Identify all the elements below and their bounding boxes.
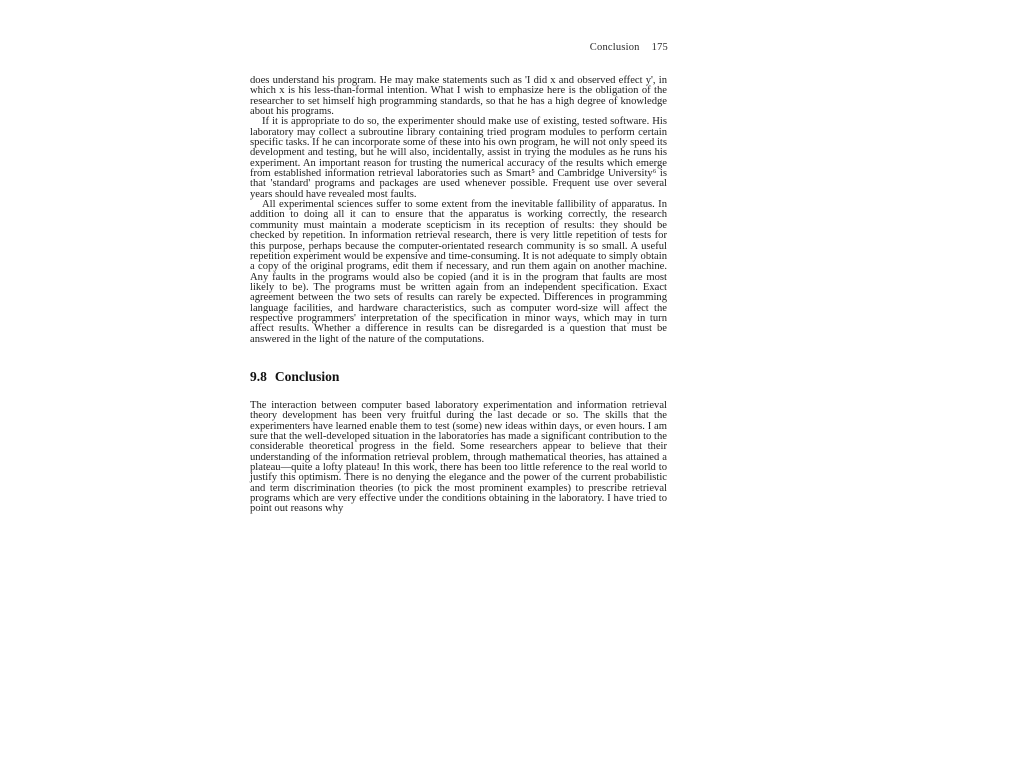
running-head bbox=[590, 42, 668, 53]
paragraph: does understand his program. He may make statements such as 'I did x and observed effect y', in which x is his less-than-formal intention. What I wish to emphasize here is the obligation of the researcher to set himself high programming standards, so that he has a high degree of knowledge about his programs. bbox=[250, 75, 667, 118]
paragraph: If it is appropriate to do so, the experimenter should make use of existing, tested software. His laboratory may collect a subroutine library containing tried program modules to perform certain specific tasks. If he can incorporate some of these into his own program, he will not only speed its development and testing, but he will also, incidentally, assist in trying the modules as he runs his experiment. An important reason for trusting the numerical accuracy of the results which emerge from established information retrieval laboratories such as Smart⁵ and Cambridge University⁶ is that 'standard' programs and packages are used whenever possible. Frequent use over several years should have revealed most faults. bbox=[250, 116, 667, 200]
paragraph: All experimental sciences suffer to some extent from the inevitable fallibility of apparatus. In addition to doing all it can to ensure that the apparatus is working correctly, the research community must maintain a moderate scepticism in its reception of results: they should be checked by repetition. In information retrieval research, there is very little repetition of tests for this purpose, perhaps because the computer-orientated research community is so small. A useful repetition experiment would be expensive and time-consuming. It is not adequate to simply obtain a copy of the original programs, edit them if necessary, and run them again on another machine. Any faults in the programs would also be copied (and it is in the program that faults are most likely to be). The programs must be written again from an independent specification. Exact agreement between the two sets of results can rarely be expected. Differences in programming language facilities, and hardware characteristics, such as computer word-size will affect the respective programmers' interpretation of the specification in minor ways, which may in turn affect results. Whether a difference in results can be disregarded is a question that must be answered in the light of the nature of the computations. bbox=[250, 199, 667, 345]
page-number: 175 bbox=[651, 42, 668, 53]
section-number: 9.8 bbox=[250, 368, 267, 384]
paragraph: The interaction between computer based laboratory experimentation and information retrieval theory development has been very fruitful during the last decade or so. The skills that the experimenters have learned enable them to test (some) new ideas within days, or even hours. I am sure that the well-developed situation in the laboratories has made a significant contribution to the considerable theoretical progress in the field. Some researchers appear to believe that their understanding of the information retrieval problem, through mathematical theories, has attained a plateau—quite a lofty plateau! In this work, there has been too little reference to the real world to justify this optimism. There is no denying the elegance and the power of the current probabilistic and term discrimination theories (to pick the most prominent examples) to prescribe retrieval programs which are very effective under the conditions obtaining in the laboratory. I have tried to point out reasons why bbox=[250, 399, 667, 515]
section-heading bbox=[250, 369, 667, 385]
section-title: Conclusion bbox=[274, 368, 340, 384]
running-head-title: Conclusion bbox=[589, 42, 640, 53]
page-body bbox=[250, 76, 667, 515]
